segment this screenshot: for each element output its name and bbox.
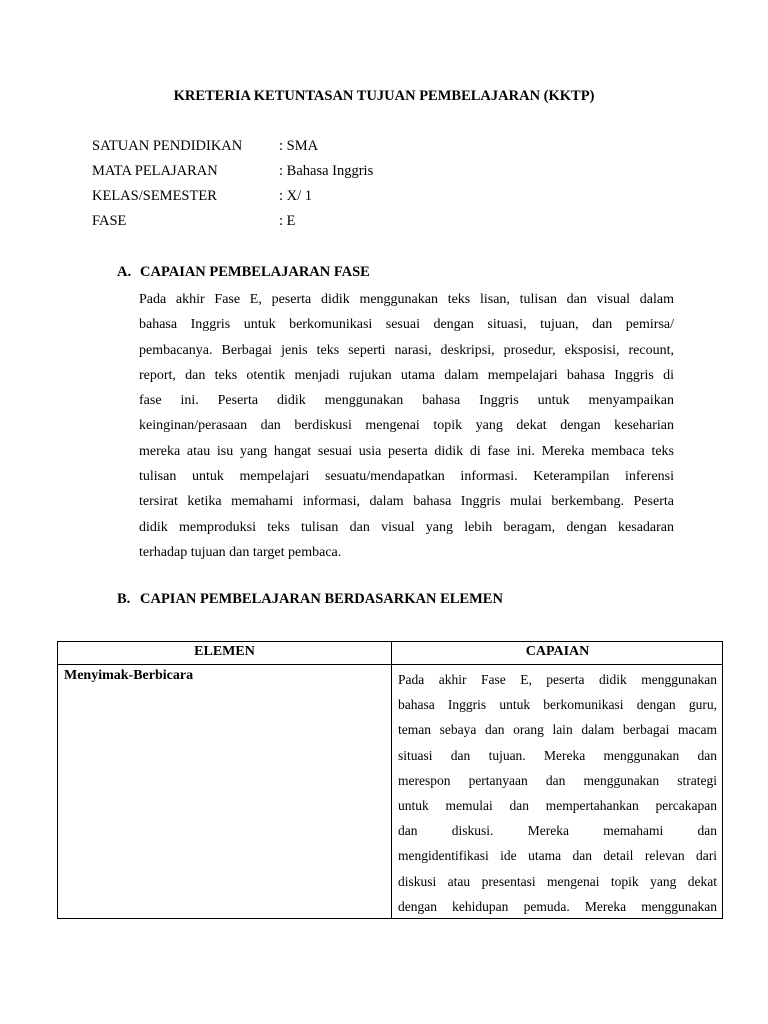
info-label: MATA PELAJARAN <box>92 163 218 179</box>
paragraph-line: tulisan untuk mempelajari sesuatu/mendapatkan informasi. Keterampilan inferensi <box>139 469 674 485</box>
paragraph-line: didik memproduksi teks tulisan dan visual yang lebih beragam, dengan kesadaran <box>139 519 674 535</box>
paragraph-line: fase ini. Peserta didik menggunakan bahasa Inggris untuk menyampaikan <box>139 393 674 409</box>
info-value: : X/ 1 <box>279 188 313 204</box>
section-a-paragraph <box>139 287 674 565</box>
table-cell-elemen: Menyimak-Berbicara <box>64 668 194 683</box>
paragraph-line: report, dan teks otentik menjadi rujukan utama dalam mempelajari bahasa Inggris di <box>139 367 674 383</box>
cell-line: untuk memulai dan mempertahankan percakapan <box>398 797 717 813</box>
paragraph-line: bahasa Inggris untuk berkomunikasi sesuai dengan situasi, tujuan, dan pemirsa/ <box>139 317 674 333</box>
section-title: CAPIAN PEMBELAJARAN BERDASARKAN ELEMEN <box>140 591 503 607</box>
cell-line: dengan kehidupan pemuda. Mereka menggunakan <box>398 898 717 914</box>
cell-line: bahasa Inggris untuk berkomunikasi dengan guru, <box>398 697 717 713</box>
section-letter: A. <box>117 264 132 280</box>
section-a-heading <box>117 263 370 281</box>
document-title: KRETERIA KETUNTASAN TUJUAN PEMBELAJARAN (KKTP) <box>173 88 595 104</box>
cell-line: teman sebaya dan orang lain dalam berbagai macam <box>398 722 717 738</box>
table-header-elemen: ELEMEN <box>194 644 255 659</box>
info-row-mapel <box>92 162 373 187</box>
paragraph-line: terhadap tujuan dan target pembaca. <box>139 544 342 560</box>
identity-block <box>92 137 373 237</box>
paragraph-line: mereka atau isu yang hangat sesuai usia peserta didik di fase ini. Mereka membaca teks <box>139 443 674 459</box>
info-row-satuan <box>92 137 373 162</box>
cell-line: diskusi atau presentasi mengenai topik yang dekat <box>398 873 717 889</box>
cell-line: Pada akhir Fase E, peserta didik menggunakan <box>398 672 717 687</box>
info-label: FASE <box>92 213 127 229</box>
table-header-divider <box>58 664 722 665</box>
paragraph-line: Pada akhir Fase E, peserta didik menggunakan teks lisan, tulisan dan visual dalam <box>139 292 674 307</box>
cell-line: dan diskusi. Mereka memahami dan <box>398 823 717 839</box>
table-cell-capaian <box>398 667 717 919</box>
info-value: : Bahasa Inggris <box>279 163 374 179</box>
info-row-kelas <box>92 187 373 212</box>
info-label: SATUAN PENDIDIKAN <box>92 138 243 154</box>
cell-line: mengidentifikasi ide utama dan detail relevan dari <box>398 848 717 864</box>
paragraph-line: pembacanya. Berbagai jenis teks seperti narasi, deskripsi, prosedur, eksposisi, recount, <box>139 342 674 358</box>
info-value: : SMA <box>279 138 319 154</box>
cell-line: situasi dan tujuan. Mereka menggunakan dan <box>398 747 717 763</box>
paragraph-line: keinginan/perasaan dan berdiskusi mengenai topik yang dekat dengan keseharian <box>139 418 674 434</box>
section-letter: B. <box>117 591 131 607</box>
table-header-capaian: CAPAIAN <box>525 644 590 659</box>
section-title: CAPAIAN PEMBELAJARAN FASE <box>140 264 370 280</box>
paragraph-line: tersirat ketika memahami informasi, dalam bahasa Inggris mulai berkembang. Peserta <box>139 494 674 510</box>
info-label: KELAS/SEMESTER <box>92 188 217 204</box>
cell-line: merespon pertanyaan dan menggunakan strategi <box>398 772 717 788</box>
info-value: : E <box>279 213 296 229</box>
section-b-heading <box>117 590 503 608</box>
table-column-divider <box>391 642 392 918</box>
elemen-capaian-table <box>57 641 723 919</box>
info-row-fase <box>92 212 373 237</box>
